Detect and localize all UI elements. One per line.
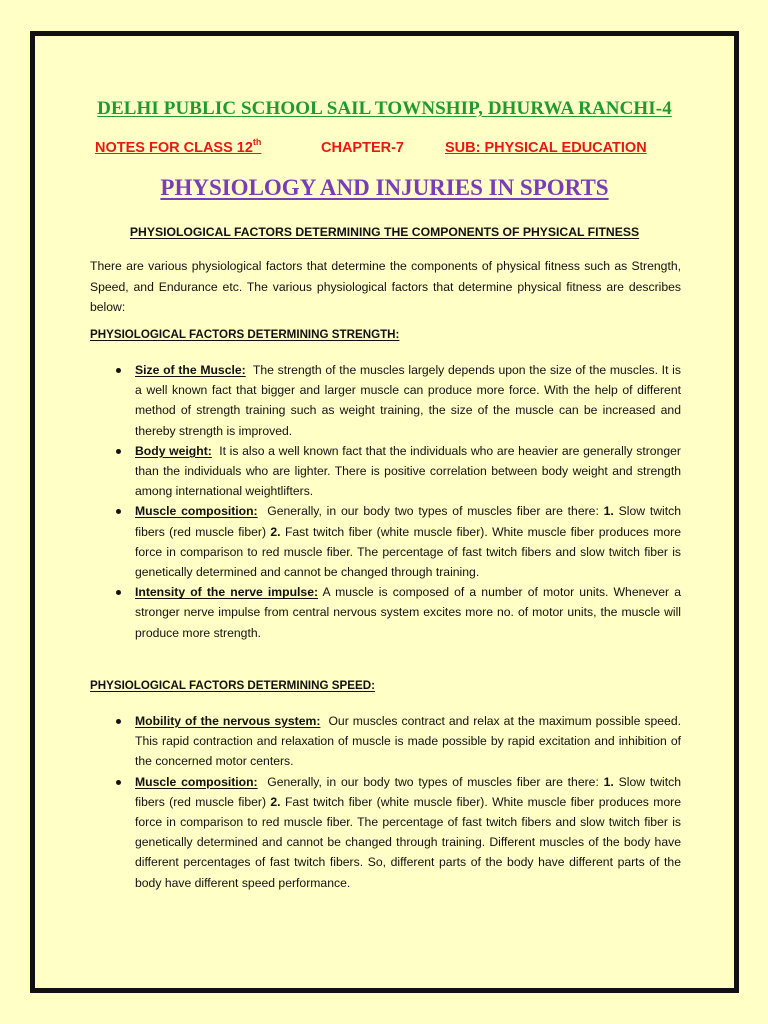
- factor-text: It is also a well known fact that the individuals who are heavier are generally stronger than the individuals who are lighter. There is positive correlation between body weight and strength among international weightlifters.: [135, 443, 681, 499]
- factor-text: Our muscles contract and relax at the maximum possible speed. This rapid contraction and relaxation of muscle is made possible by rapid excitation and inhibition of the concerned motor centers.: [135, 714, 681, 769]
- factor-term: Intensity of the nerve impulse:: [135, 585, 319, 600]
- list-number: 2.: [270, 524, 281, 539]
- factor-term: Body weight:: [135, 443, 212, 458]
- list-item: [135, 360, 681, 441]
- bullet-icon: [116, 590, 121, 595]
- list-item: [135, 501, 681, 582]
- factor-term: Muscle composition:: [135, 774, 258, 789]
- class-notes-text: NOTES FOR CLASS 12: [95, 140, 253, 156]
- strength-heading: PHYSIOLOGICAL FACTORS DETERMINING STRENGTH:: [90, 328, 400, 341]
- factor-text: A muscle is composed of a number of motor units. Whenever a stronger nerve impulse from central nervous system excites more no. of motor units, the muscle will produce more strength.: [135, 585, 682, 640]
- factor-text: Slow twitch fibers (red muscle fiber): [135, 504, 682, 539]
- factor-text: Slow twitch fibers (red muscle fiber): [135, 774, 682, 809]
- bullet-icon: [116, 449, 121, 454]
- factor-text: Generally, in our body two types of muscles fiber are there:: [267, 504, 599, 519]
- list-item: [135, 441, 681, 502]
- school-name: DELHI PUBLIC SCHOOL SAIL TOWNSHIP, DHURWA RANCHI-4: [97, 98, 672, 119]
- speed-factor-list: [135, 711, 681, 893]
- list-number: 2.: [270, 794, 281, 809]
- list-number: 1.: [603, 504, 614, 519]
- strength-factor-list: [135, 360, 681, 643]
- intro-paragraph: There are various physiological factors that determine the components of physical fitness such as Strength, Speed, and Endurance etc. The various physiological factors that determine physical fitness are describes below:: [90, 259, 681, 314]
- bullet-icon: [116, 368, 121, 373]
- list-item: [135, 711, 681, 772]
- factor-term: Mobility of the nervous system:: [135, 714, 321, 728]
- list-item: [135, 772, 681, 893]
- list-item: [135, 582, 681, 643]
- chapter-label: CHAPTER-7: [321, 140, 404, 156]
- factor-text: The strength of the muscles largely depends upon the size of the muscles. It is a well known fact that bigger and larger muscle can produce more force. With the help of different method of strength training such as weight training, the size of the muscle can be increased and thereby strength is improved.: [135, 363, 681, 438]
- bullet-icon: [116, 780, 121, 785]
- section-heading: PHYSIOLOGICAL FACTORS DETERMINING THE COMPONENTS OF PHYSICAL FITNESS: [129, 225, 640, 239]
- document-page: [30, 31, 739, 993]
- factor-text: Fast twitch fiber (white muscle fiber). White muscle fiber produces more force in comparison to red muscle fiber. The percentage of fast twitch fibers and slow twitch fiber is genetically determined and cannot be changed through training.: [135, 524, 681, 580]
- bullet-icon: [116, 509, 121, 514]
- factor-term: Size of the Muscle:: [135, 363, 246, 377]
- list-number: 1.: [603, 774, 614, 789]
- document-title: PHYSIOLOGY AND INJURIES IN SPORTS: [160, 175, 609, 200]
- factor-text: Fast twitch fiber (white muscle fiber). White muscle fiber produces more force in comparison to red muscle fiber. The percentage of fast twitch fibers and slow twitch fiber is genetically determined and cannot be changed through training. Different muscles of the body have different percentages of fast twitch fibers. So, different parts of the body have different parts of the body have different speed performance.: [135, 794, 681, 890]
- bullet-icon: [116, 719, 121, 724]
- speed-heading: PHYSIOLOGICAL FACTORS DETERMINING SPEED:: [90, 679, 375, 692]
- class-notes-label: [95, 137, 262, 156]
- factor-text: Generally, in our body two types of muscles fiber are there:: [267, 774, 599, 789]
- factor-term: Muscle composition:: [135, 504, 258, 519]
- subject-label: SUB: PHYSICAL EDUCATION: [445, 140, 647, 156]
- class-notes-superscript: th: [252, 137, 262, 147]
